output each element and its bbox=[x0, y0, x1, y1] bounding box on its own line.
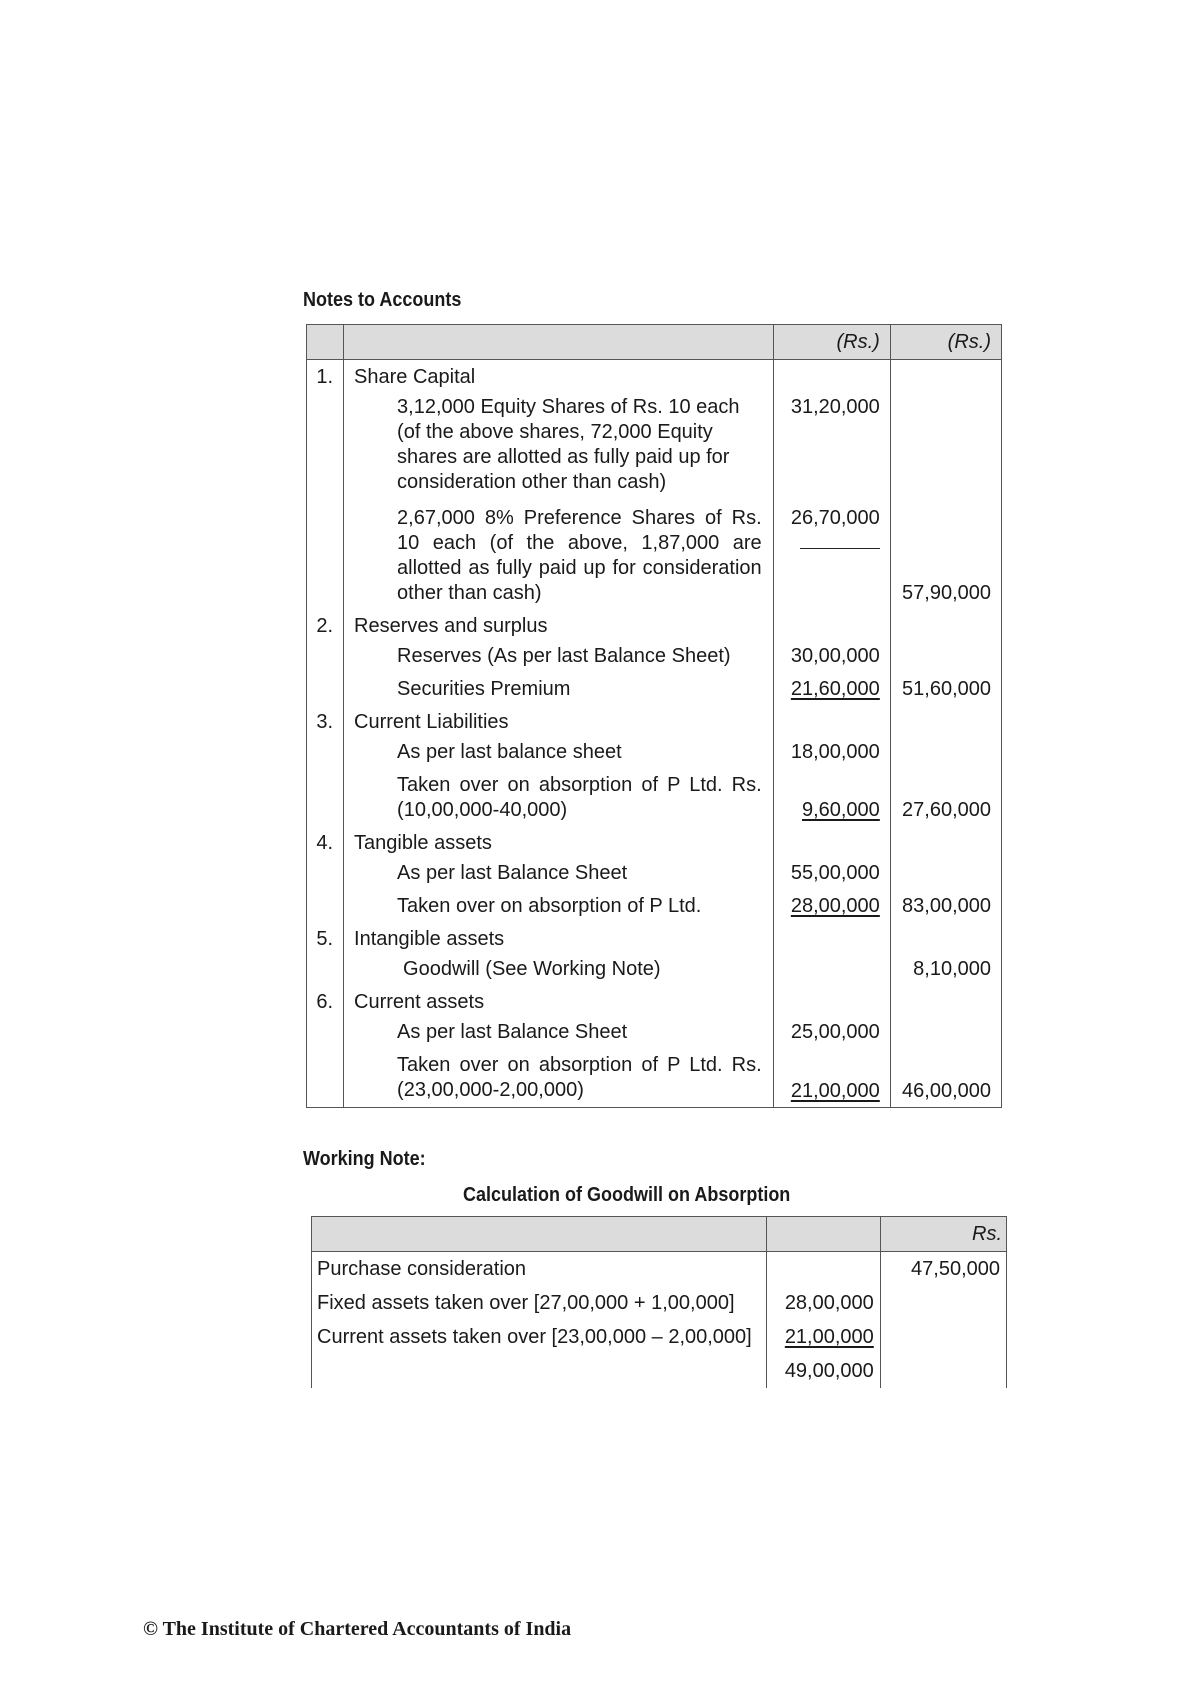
page-footer: © The Institute of Chartered Accountants of India bbox=[143, 1618, 572, 1640]
header-rs: Rs. bbox=[880, 1217, 1006, 1252]
header-rs-2: (Rs.) bbox=[890, 325, 1001, 360]
note-1-item-1 bbox=[307, 390, 1002, 501]
note-item-amount: 9,60,000 bbox=[801, 799, 880, 821]
goodwill-row-amount: 28,00,000 bbox=[766, 1286, 880, 1320]
note-number: 6. bbox=[316, 991, 334, 1013]
goodwill-row bbox=[312, 1286, 1007, 1320]
note-total: 57,90,000 bbox=[890, 501, 1001, 609]
note-6-title-row bbox=[307, 985, 1002, 1015]
header-cell-num bbox=[307, 325, 344, 360]
goodwill-row-total bbox=[880, 1354, 1006, 1388]
note-total: 51,60,000 bbox=[890, 672, 1001, 705]
goodwill-row-desc bbox=[312, 1354, 767, 1388]
header-cell-desc bbox=[344, 325, 774, 360]
note-number: 3. bbox=[316, 711, 334, 733]
note-3-title-row bbox=[307, 705, 1002, 735]
note-item-text: As per last balance sheet bbox=[344, 735, 774, 768]
notes-heading: Notes to Accounts bbox=[303, 289, 462, 311]
note-item-amount: 26,70,000 bbox=[790, 507, 880, 529]
note-item-text: As per last Balance Sheet bbox=[344, 1015, 774, 1048]
note-2-item-2 bbox=[307, 672, 1002, 705]
note-total: 8,10,000 bbox=[890, 952, 1001, 985]
note-4-title-row bbox=[307, 826, 1002, 856]
note-2-item-1 bbox=[307, 639, 1002, 672]
notes-table bbox=[306, 324, 1002, 1108]
goodwill-row-amount bbox=[766, 1252, 880, 1287]
note-number: 1. bbox=[316, 366, 334, 388]
note-item-text: Taken over on absorption of P Ltd. Rs. (23,00,000-2,00,000) bbox=[344, 1048, 774, 1108]
goodwill-header-row bbox=[312, 1217, 1007, 1252]
goodwill-row-total bbox=[880, 1286, 1006, 1320]
note-title: Tangible assets bbox=[344, 826, 774, 856]
goodwill-row-desc: Current assets taken over [23,00,000 – 2,00,000] bbox=[317, 1326, 752, 1348]
header-cell-amt bbox=[766, 1217, 880, 1252]
note-total: 27,60,000 bbox=[890, 768, 1001, 826]
note-item-amount: 21,60,000 bbox=[790, 678, 880, 700]
header-rs-1: (Rs.) bbox=[773, 325, 890, 360]
note-title: Intangible assets bbox=[344, 922, 774, 952]
note-4-item-1 bbox=[307, 856, 1002, 889]
header-cell-desc bbox=[312, 1217, 767, 1252]
goodwill-row-amount: 49,00,000 bbox=[766, 1354, 880, 1388]
note-5-title-row bbox=[307, 922, 1002, 952]
goodwill-row-desc: Fixed assets taken over [27,00,000 + 1,00,000] bbox=[317, 1292, 735, 1314]
note-1-item-2 bbox=[307, 501, 1002, 609]
notes-header-row bbox=[307, 325, 1002, 360]
goodwill-row-total: 47,50,000 bbox=[880, 1252, 1006, 1287]
note-2-title-row bbox=[307, 609, 1002, 639]
note-title: Current assets bbox=[344, 985, 774, 1015]
note-5-item-1 bbox=[307, 952, 1002, 985]
note-4-item-2 bbox=[307, 889, 1002, 922]
note-item-text: As per last Balance Sheet bbox=[344, 856, 774, 889]
note-item-text: 3,12,000 Equity Shares of Rs. 10 each (of the above shares, 72,000 Equity shares are allotted as fully paid up for consideration other than cash) bbox=[344, 390, 774, 501]
note-item-text: Securities Premium bbox=[344, 672, 774, 705]
goodwill-row bbox=[312, 1354, 1007, 1388]
note-item-amount: 28,00,000 bbox=[790, 895, 880, 917]
note-item-amount: 21,00,000 bbox=[790, 1080, 880, 1102]
note-item-amount: 18,00,000 bbox=[773, 735, 890, 768]
note-total: 46,00,000 bbox=[890, 1048, 1001, 1108]
note-item-amount: 25,00,000 bbox=[773, 1015, 890, 1048]
note-3-item-1 bbox=[307, 735, 1002, 768]
goodwill-table bbox=[311, 1216, 1007, 1388]
note-item-amount: 30,00,000 bbox=[773, 639, 890, 672]
goodwill-row bbox=[312, 1252, 1007, 1287]
working-note-title: Calculation of Goodwill on Absorption bbox=[463, 1184, 791, 1206]
note-item-text: 2,67,000 8% Preference Shares of Rs. 10 each (of the above, 1,87,000 are allotted as fully paid up for consideration other than cash) bbox=[344, 501, 774, 609]
note-total: 83,00,000 bbox=[890, 889, 1001, 922]
note-6-item-1 bbox=[307, 1015, 1002, 1048]
note-item-text: Taken over on absorption of P Ltd. bbox=[344, 889, 774, 922]
note-3-item-2 bbox=[307, 768, 1002, 826]
note-title: Share Capital bbox=[344, 360, 774, 391]
note-item-amount: 31,20,000 bbox=[773, 390, 890, 501]
note-number: 5. bbox=[316, 928, 334, 950]
note-item-text: Goodwill (See Working Note) bbox=[344, 952, 774, 985]
note-6-item-2 bbox=[307, 1048, 1002, 1108]
subtotal-rule bbox=[800, 548, 880, 549]
note-1-title-row bbox=[307, 360, 1002, 391]
goodwill-row-amount: 21,00,000 bbox=[784, 1326, 874, 1348]
note-title: Current Liabilities bbox=[344, 705, 774, 735]
note-number: 4. bbox=[316, 832, 334, 854]
working-note-label: Working Note: bbox=[303, 1148, 426, 1170]
note-item-text: Reserves (As per last Balance Sheet) bbox=[344, 639, 774, 672]
goodwill-row bbox=[312, 1320, 1007, 1354]
note-item-text: Taken over on absorption of P Ltd. Rs. (10,00,000-40,000) bbox=[344, 768, 774, 826]
note-number: 2. bbox=[316, 615, 334, 637]
goodwill-row-desc: Purchase consideration bbox=[317, 1258, 527, 1280]
note-item-amount: 55,00,000 bbox=[773, 856, 890, 889]
goodwill-row-total bbox=[880, 1320, 1006, 1354]
note-title: Reserves and surplus bbox=[344, 609, 774, 639]
